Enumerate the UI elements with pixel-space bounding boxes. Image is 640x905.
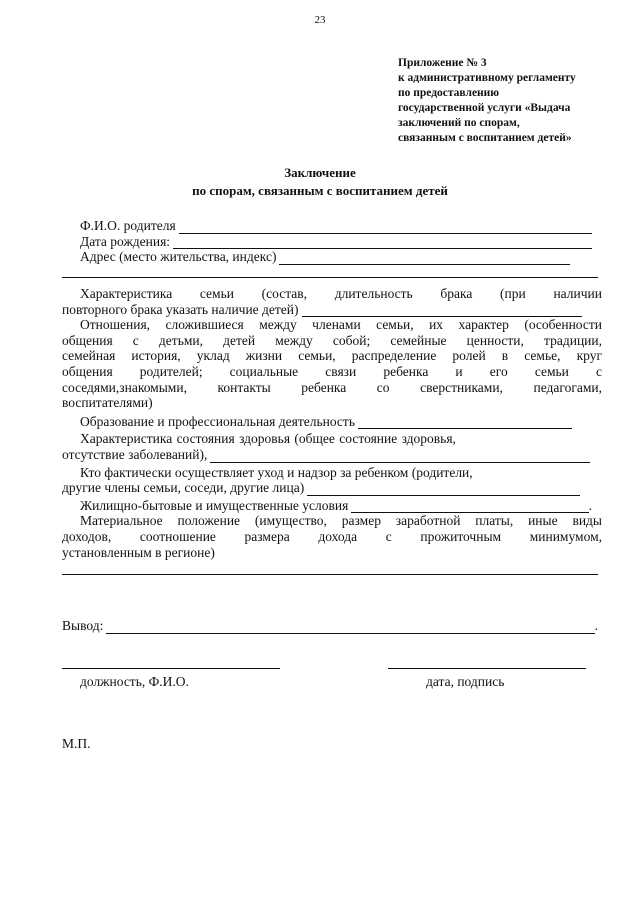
care-field[interactable] — [307, 483, 580, 496]
material-line: доходов, соотношение размера дохода с прожиточным минимумом, — [62, 528, 602, 544]
health-line: Характеристика состояния здоровья (общее состояние здоровья, — [80, 431, 456, 447]
appendix-line: государственной услуги «Выдача — [398, 102, 571, 114]
health-label: отсутствие заболеваний), — [62, 446, 208, 462]
education-label: Образование и профессиональная деятельность — [80, 413, 355, 429]
material-line: Материальное положение (имущество, размер заработной платы, иные виды — [80, 513, 602, 529]
appendix-header — [398, 56, 628, 146]
address-label: Адрес (место жительства, индекс) — [80, 249, 277, 265]
address-field[interactable] — [279, 252, 570, 265]
position-signature-line[interactable] — [62, 656, 280, 669]
material-line: установленным в регионе) — [62, 544, 215, 560]
conclusion-block — [62, 618, 602, 634]
appendix-line: заключений по спорам, — [398, 117, 520, 129]
birth-date-label: Дата рождения: — [80, 233, 171, 249]
date-signature-line[interactable] — [388, 656, 586, 669]
parent-name-label: Ф.И.О. родителя — [80, 218, 176, 233]
appendix-line: связанным с воспитанием детей» — [398, 132, 572, 144]
relations-line: Отношения, сложившиеся между членами семьи, их характер (особенности — [80, 317, 602, 333]
housing-row — [62, 498, 592, 514]
date-label: дата, подпись — [426, 674, 505, 689]
health-field[interactable] — [210, 450, 590, 463]
conclusion-end: . — [594, 618, 598, 633]
position-label: должность, Ф.И.О. — [80, 674, 189, 689]
relations-line: общения родителей; социальные связи ребенка и его семьи с — [62, 363, 602, 379]
care-label: другие члены семьи, соседи, другие лица) — [62, 480, 305, 496]
address-row — [62, 249, 570, 265]
housing-label: Жилищно-бытовые и имущественные условия — [80, 497, 349, 513]
housing-field[interactable] — [351, 500, 588, 513]
care-line: Кто фактически осуществляет уход и надзор за ребенком (родители, — [80, 464, 473, 480]
conclusion-label: Вывод: — [62, 618, 104, 633]
education-field[interactable] — [358, 416, 572, 429]
family-label: повторного брака указать наличие детей) — [62, 301, 299, 317]
relations-line: общения с детьми, детей между собой; семейные ценности, традиции, — [62, 332, 602, 348]
address-extra-field[interactable] — [62, 265, 598, 278]
birth-date-field[interactable] — [173, 236, 592, 249]
relations-line: соседями,знакомыми, контакты ребенка со сверстниками, педагогами, — [62, 379, 602, 395]
family-field[interactable] — [302, 304, 582, 317]
care-row — [62, 480, 580, 496]
education-row — [62, 414, 572, 430]
parent-name-row — [62, 218, 592, 234]
conclusion-field[interactable] — [106, 621, 594, 634]
title-line: Заключение — [284, 165, 356, 180]
appendix-line: к административному регламенту — [398, 72, 576, 84]
stamp-placeholder: М.П. — [62, 736, 91, 751]
housing-end: . — [588, 497, 592, 513]
birth-date-row — [62, 234, 592, 250]
appendix-line: Приложение № 3 — [398, 57, 487, 69]
title-subline: по спорам, связанным с воспитанием детей — [192, 183, 448, 198]
relations-line: воспитателями) — [62, 395, 153, 411]
page-number: 23 — [314, 14, 326, 26]
family-block — [62, 286, 602, 575]
document-title — [0, 164, 640, 200]
health-row — [62, 447, 590, 463]
conclusion-row — [62, 618, 598, 634]
appendix-line: по предоставлению — [398, 87, 500, 99]
material-field[interactable] — [62, 562, 598, 575]
parent-name-field[interactable] — [179, 221, 592, 234]
family-row — [62, 302, 582, 318]
parent-info-block — [62, 218, 602, 278]
relations-line: семейная история, уклад жизни семьи, распределение ролей в семье, круг — [62, 348, 602, 364]
family-line: Характеристика семьи (состав, длительность брака (при наличии — [80, 286, 602, 301]
